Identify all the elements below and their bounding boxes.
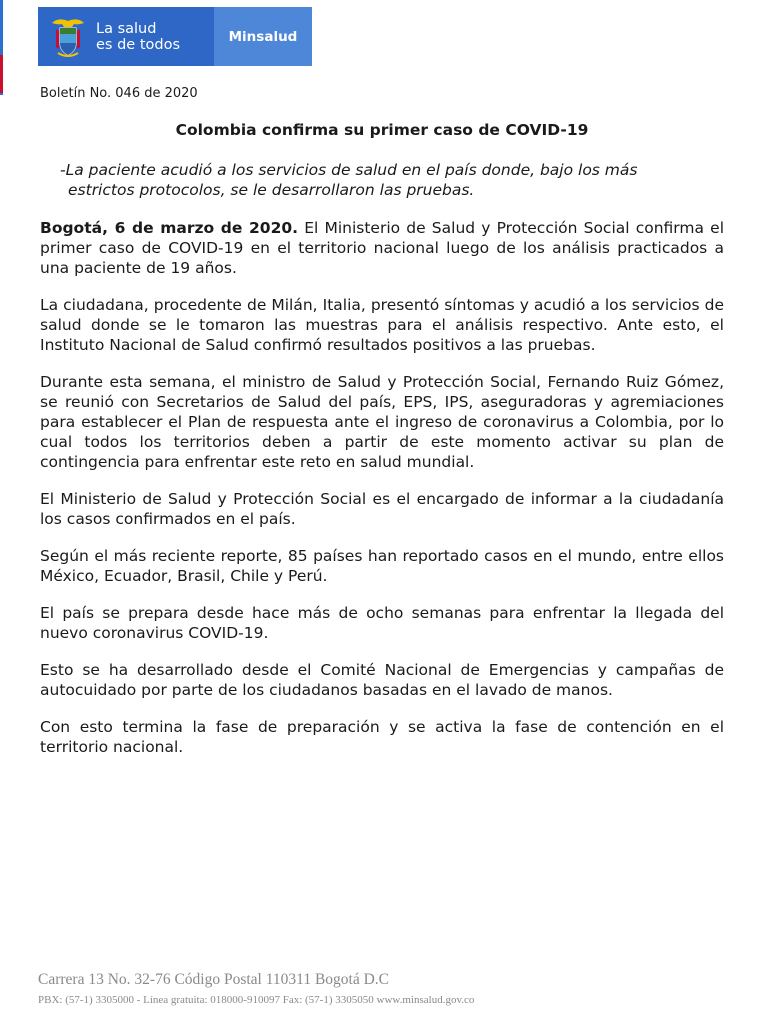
article-body bbox=[40, 218, 724, 757]
bulletin-number: Boletín No. 046 de 2020 bbox=[40, 86, 198, 101]
footer-address: Carrera 13 No. 32-76 Código Postal 110311 Bogotá D.C bbox=[38, 971, 390, 988]
subtitle bbox=[60, 160, 710, 200]
ministry-logo-text: Minsalud bbox=[228, 28, 298, 45]
paragraph-1-text: El Ministerio de Salud y Protección Social confirma el primer caso de COVID-19 en el territorio nacional luego de los análisis practicados a una paciente de 19 años. bbox=[40, 219, 725, 277]
left-edge-red-stripe bbox=[0, 55, 3, 93]
slogan-line-2: es de todos bbox=[96, 36, 181, 53]
paragraph-4: El Ministerio de Salud y Protección Social es el encargado de informar a la ciudadanía los casos confirmados en el país. bbox=[40, 490, 724, 528]
paragraph-2: La ciudadana, procedente de Milán, Italia, presentó síntomas y acudió a los servicios de salud donde se le tomaron las muestras para el análisis respectivo. Ante esto, el Instituto Nacional de Salud confirmó resultados positivos a las pruebas. bbox=[40, 296, 724, 354]
page-title: Colombia confirma su primer caso de COVID-19 bbox=[175, 121, 589, 139]
subtitle-line-2: estrictos protocolos, se le desarrollaron las pruebas. bbox=[68, 181, 475, 199]
paragraph-3: Durante esta semana, el ministro de Salud y Protección Social, Fernando Ruiz Gómez, se reunió con Secretarios de Salud del país, EPS, IPS, aseguradoras y agremiaciones para establecer el Plan de respuesta ante el ingreso de coronavirus a Colombia, por lo cual todos los territorios deben a partir de este momento activar su plan de contingencia para enfrentar este reto en salud mundial. bbox=[40, 373, 724, 471]
banner-ministry-block bbox=[214, 7, 312, 66]
paragraph-1 bbox=[40, 218, 724, 278]
banner-slogan-block bbox=[38, 7, 214, 66]
paragraph-6: El país se prepara desde hace más de ocho semanas para enfrentar la llegada del nuevo coronavirus COVID-19. bbox=[40, 604, 724, 642]
footer bbox=[38, 970, 474, 1008]
paragraph-7: Esto se ha desarrollado desde el Comité Nacional de Emergencias y campañas de autocuidado por parte de los ciudadanos basadas en el lavado de manos. bbox=[40, 661, 724, 699]
slogan bbox=[96, 21, 180, 53]
paragraph-5: Según el más reciente reporte, 85 países han reportado casos en el mundo, entre ellos México, Ecuador, Brasil, Chile y Perú. bbox=[40, 547, 724, 585]
dateline: Bogotá, 6 de marzo de 2020. bbox=[40, 219, 299, 237]
header-banner bbox=[38, 7, 312, 66]
footer-contact: PBX: (57-1) 3305000 - Línea gratuita: 018000-910097 Fax: (57-1) 3305050 www.minsalud.gov.co bbox=[38, 994, 475, 1006]
paragraph-8: Con esto termina la fase de preparación y se activa la fase de contención en el territorio nacional. bbox=[40, 718, 724, 756]
colombia-coat-of-arms-icon bbox=[48, 15, 88, 59]
subtitle-line-1: -La paciente acudió a los servicios de salud en el país donde, bajo los más bbox=[60, 161, 638, 179]
slogan-line-1: La salud bbox=[96, 20, 157, 37]
